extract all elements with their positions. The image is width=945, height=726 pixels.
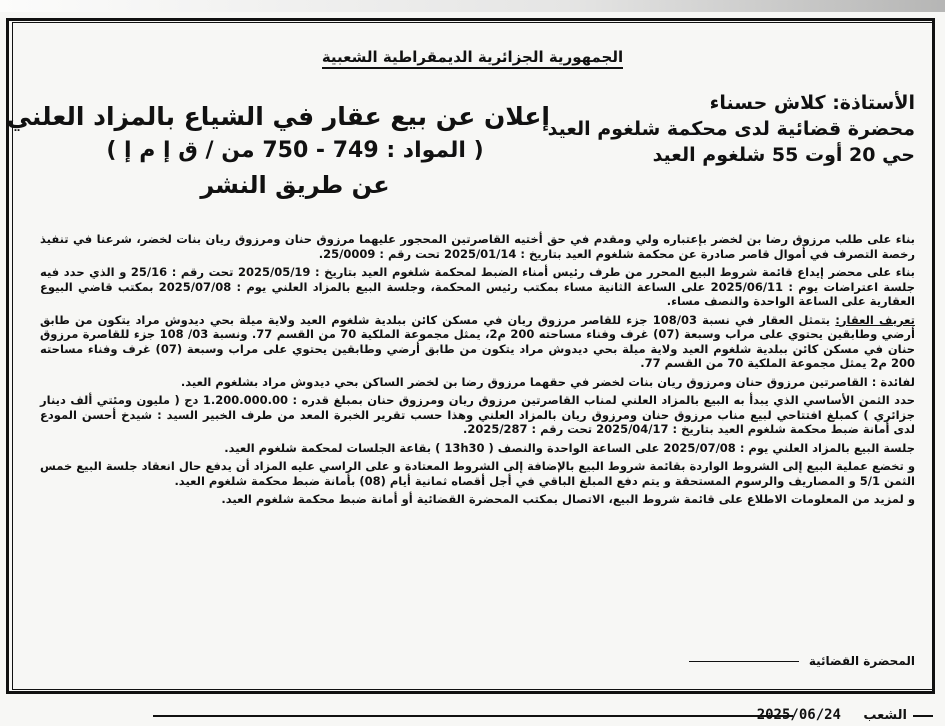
paragraph-more-info: و لمزيد من المعلومات الاطلاع على قائمة شروط البيع، الاتصال بمكتب المحضرة القضائية أو أمانة ضبط محكمة شلغوم العيد.	[221, 492, 915, 506]
signature-text: المحضرة القضائية	[808, 654, 915, 668]
notice-body	[40, 232, 915, 511]
scan-shadow	[0, 0, 945, 12]
notice-method: عن طريق النشر	[200, 171, 390, 199]
newspaper-name: الشعب	[863, 708, 907, 723]
republic-text: الجمهورية الجزائرية الديمقراطية الشعبية	[322, 48, 623, 69]
notice-heading	[6, 100, 550, 202]
bailiff-block	[547, 90, 915, 168]
property-label: تعريف العقار:	[835, 312, 915, 327]
paragraph-conditions: و تخضع عملية البيع إلى الشروط الواردة بقائمة شروط البيع بالإضافة إلى الشروط المعتادة و على الراسي عليه المزاد أن يدفع حال انعقاد جلسة البيع خمس الثمن 5/1 و المصاريف والرسوم المستحقة و يتم دفع المبلغ الباقي في أجل أقصاه ثمانية أيام (08) بأمانة ضبط محكمة شلغوم العيد.	[40, 459, 915, 488]
footer-rule-left	[153, 715, 793, 717]
footer-rule-right	[913, 715, 933, 717]
bailiff-address: حي 20 أوت 55 شلغوم العيد	[652, 144, 915, 166]
paragraph-owners: لفائدة : القاصرتين مرزوق حنان ومرزوق ريان بنات لخضر في حقهما مرزوق رضا بن لخضر الساكن بحي ديدوش مراد بشلغوم العيد.	[180, 374, 915, 389]
bailiff-office: محضرة قضائية لدى محكمة شلغوم العيد	[547, 118, 915, 140]
paragraph-session: جلسة البيع بالمزاد العلني يوم : 2025/07/08 على الساعة الواحدة والنصف ( 13h30 ) بقاعة الجلسات لمحكمة شلغوم العيد.	[224, 440, 915, 455]
notice-articles: ( المواد : 749 - 750 من / ق إ م إ )	[106, 138, 484, 163]
paragraph-request: بناء على طلب مرزوق رضا بن لخضر بإعتباره ولي ومقدم في حق أختيه القاصرتين المحجور عليهما مرزوق حنان ومرزوق ريان بنات لخضر، شرعنا في تنفيذ رخصة التصرف في أموال قاصر صادرة عن محكمة شلغوم العيد بتاريخ : 2025/01/14 تحت رقم : 25/0009.	[40, 232, 915, 261]
paragraph-property	[40, 313, 915, 371]
republic-heading	[0, 48, 945, 66]
bailiff-name: الأستاذة: كلاش حسناء	[709, 92, 915, 114]
signature-line	[40, 654, 915, 668]
property-text: يتمثل العقار في نسبة 108/03 جزء للقاصر مرزوق ريان في مسكن كائن ببلدية شلغوم العيد ولاية ميلة بحي ديدوش مراد يتكون من طابق أرضي وطابقين يحتوي على مراب وسبعة (07) غرف وفناء مساحته 200 م2، يمثل مجموعة الملكية 70 من القسم 77. ونسبة 03/ 108 جزء للقاصرة مرزوق حنان في مسكن كائن ببلدية شلغوم العيد ولاية ميلة بحي ديدوش مراد يتكون من طابق أرضي وطابقين يحتوي على مراب وسبعة (07) غرف وفناء مساحته 200 م2 يمثل مجموعة الملكية 70 من القسم 77.	[40, 312, 915, 370]
publication-date: 2025/06/24	[756, 707, 841, 723]
paragraph-price: حدد الثمن الأساسي الذي يبدأ به البيع بالمزاد العلني لمناب القاصرتين مرزوق ريان ومرزوق حنان بمبلغ قدره : 1.200.000.00 دج ( مليون ومئتي ألف دينار جزائري ) كمبلغ افتتاحي لبيع مناب مرزوق حنان ومرزوق ريان بالمزاد العلني وهذا حسب تقرير الخبرة المعد من طرف الخبير السيد : شيدخ أحسن المودع لدى أمانة ضبط محكمة شلغوم العيد بتاريخ : 2025/04/17 تحت رقم : 2025/287.	[40, 393, 915, 436]
paragraph-deposit: بناء على محضر إيداع قائمة شروط البيع المحرر من طرف رئيس أمناء الضبط لمحكمة شلغوم العيد بتاريخ : 2025/05/19 تحت رقم : 25/16 و الذي حدد فيه جلسة اعتراضات يوم : 2025/06/11 على الساعة الثانية مساء بمكتب رئيس المحكمة، وجلسة البيع بالمزاد العلني يوم : 2025/07/08 بمكتب قاضي البيوع العقارية على الساعة الواحدة والنصف مساء.	[40, 265, 915, 308]
publication-footer	[8, 708, 933, 722]
notice-title: إعلان عن بيع عقار في الشياع بالمزاد العلني	[6, 102, 550, 131]
signature-rule	[689, 661, 799, 662]
